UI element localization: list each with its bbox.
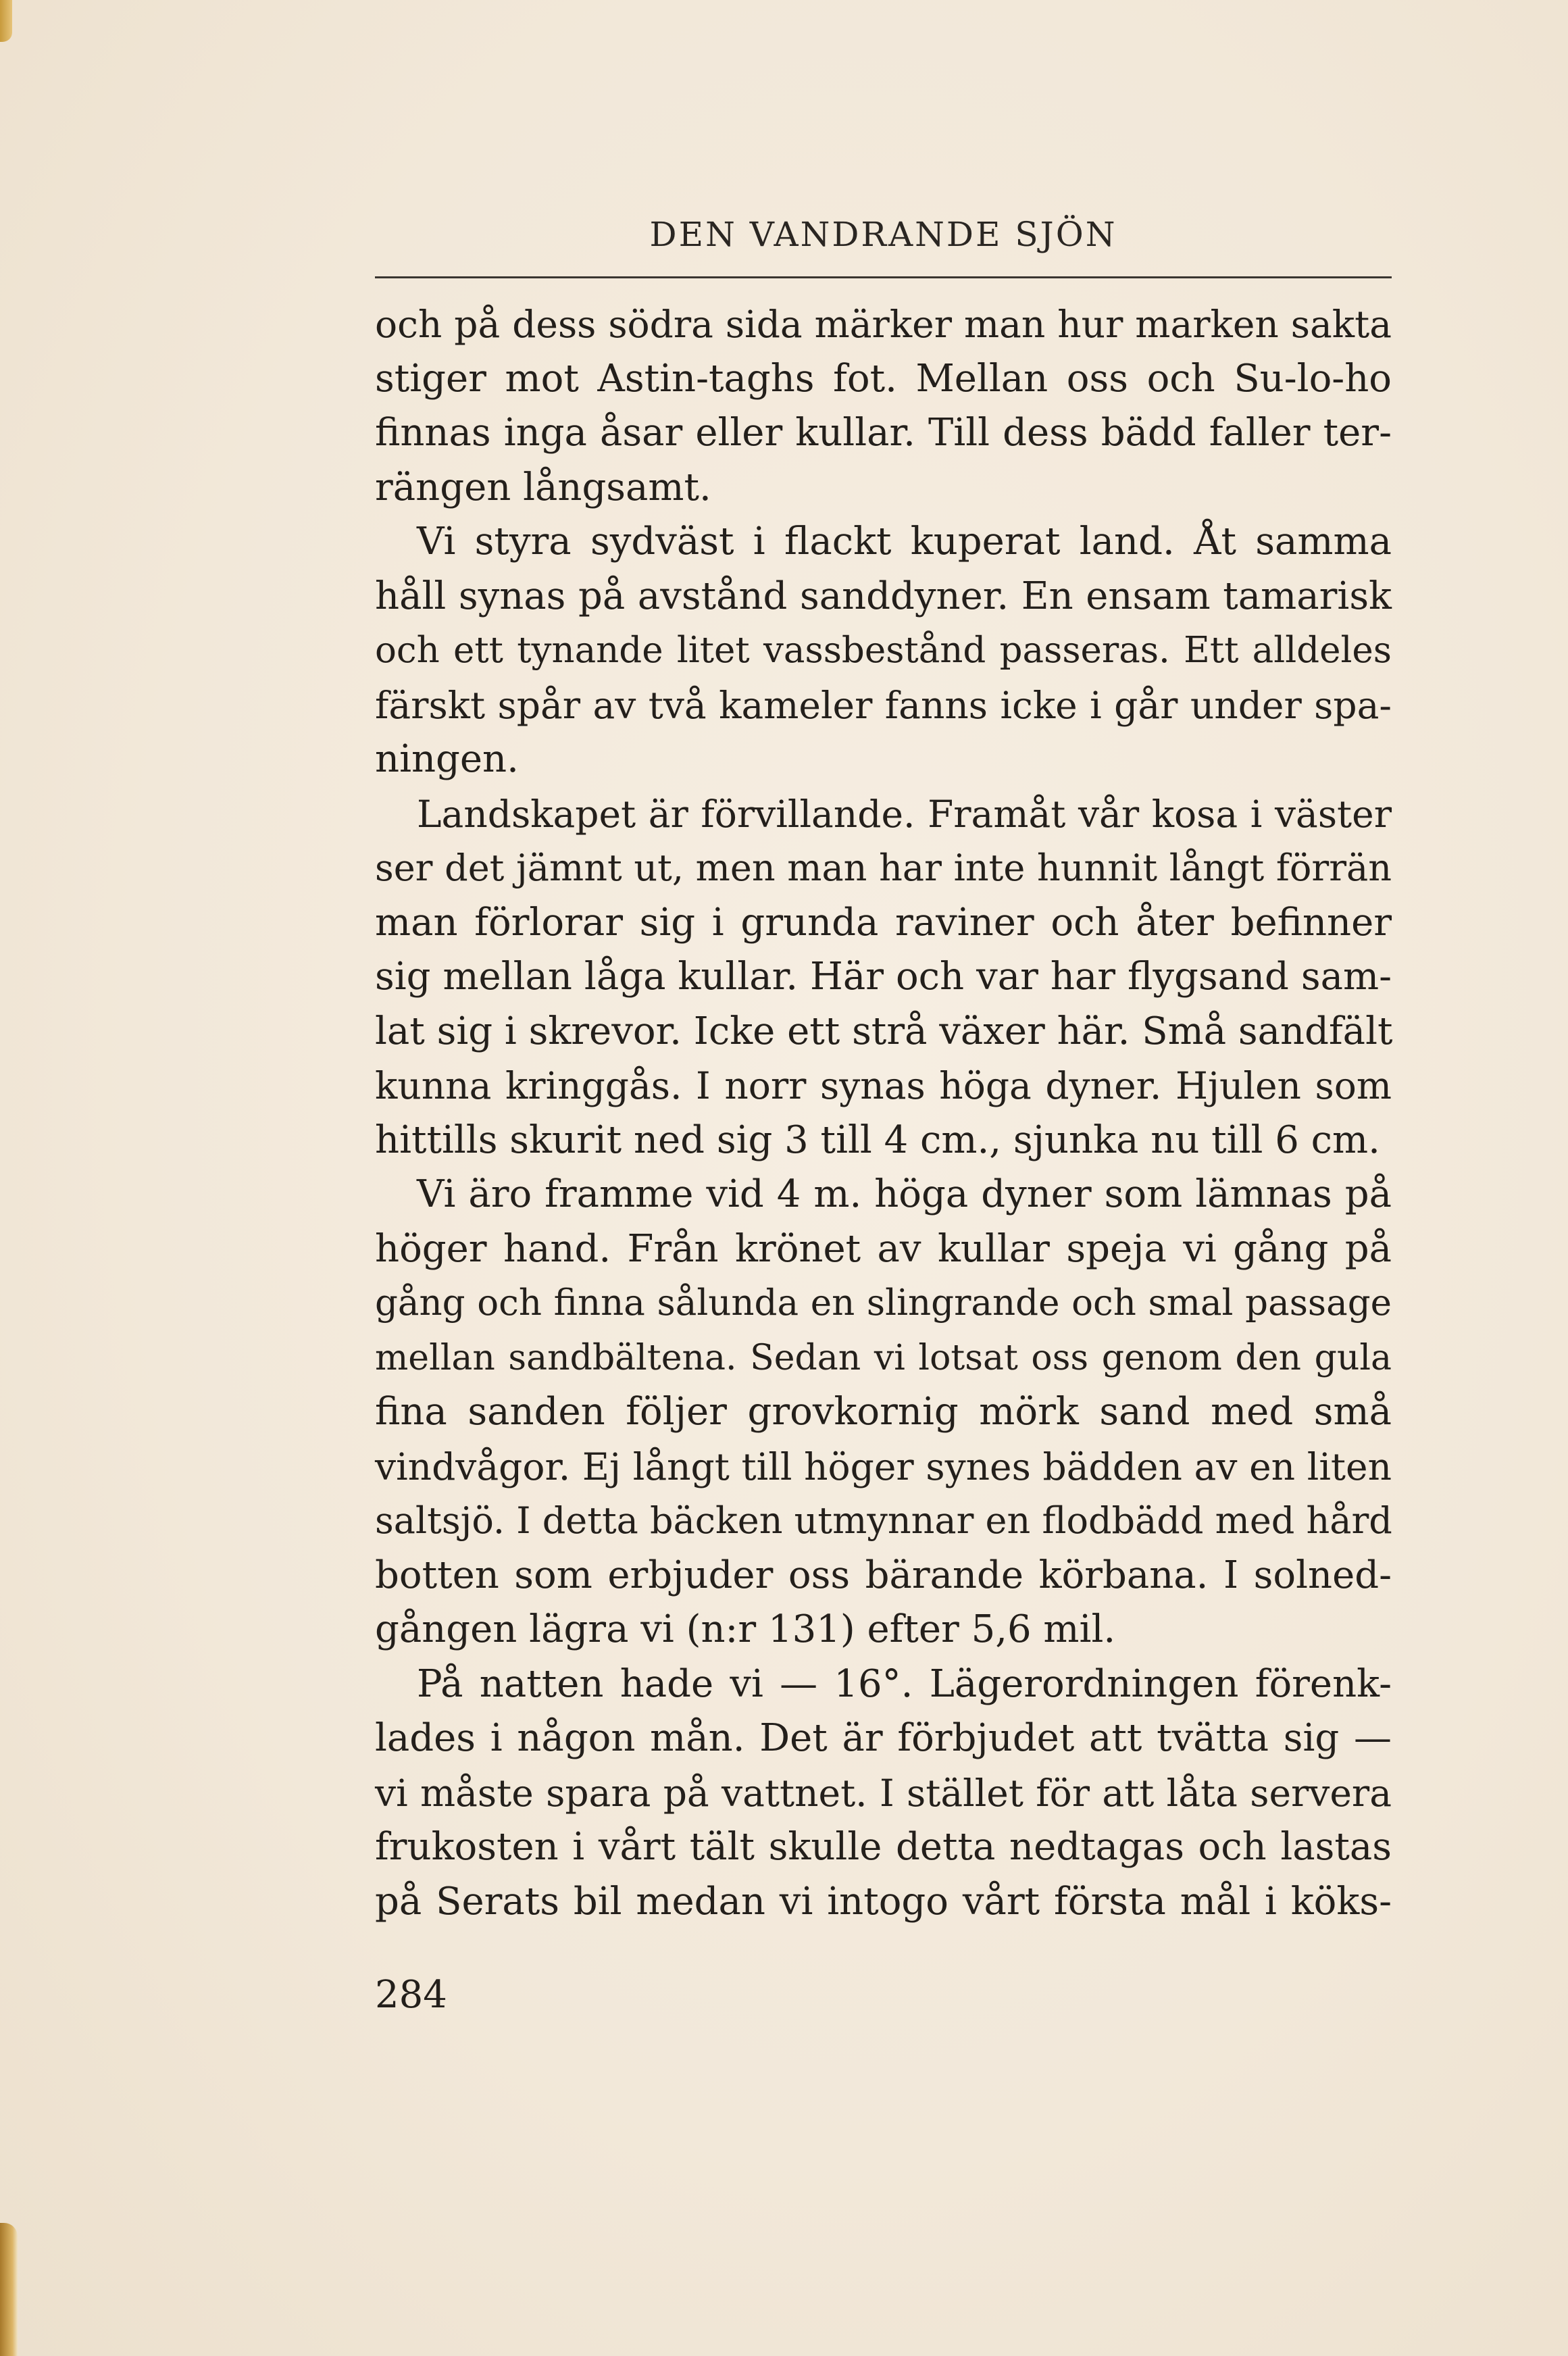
text-line: På natten hade vi — 16°. Lägerordningen förenk- <box>417 1661 1392 1706</box>
header-rule <box>375 276 1392 278</box>
text-line: sig mellan låga kullar. Här och var har flygsand sam- <box>375 955 1392 999</box>
text-line: lades i någon mån. Det är förbjudet att tvätta sig — <box>375 1716 1392 1760</box>
text-line: saltsjö. I detta bäcken utmynnar en flodbädd med hård <box>375 1499 1392 1542</box>
text-line: och på dess södra sida märker man hur marken sakta <box>375 303 1392 346</box>
text-line: finnas inga åsar eller kullar. Till dess bädd faller ter- <box>375 411 1392 455</box>
text-line: Landskapet är förvillande. Framåt vår kosa i väster <box>417 792 1392 836</box>
text-line: gång och finna sålunda en slingrande och smal passage <box>375 1282 1392 1324</box>
text-line: vindvågor. Ej långt till höger synes bädden av en liten <box>375 1445 1392 1488</box>
text-line: frukosten i vårt tält skulle detta nedtagas och lastas <box>375 1825 1392 1869</box>
text-line: Vi styra sydväst i flackt kuperat land. Åt samma <box>417 520 1392 563</box>
text-line: stiger mot Astin-taghs fot. Mellan oss och Su-lo-ho <box>375 356 1392 401</box>
body-text <box>375 297 1392 1929</box>
page-edge-shadow-top <box>0 0 12 42</box>
page-number: 284 <box>375 1973 447 2017</box>
text-line: lat sig i skrevor. Icke ett strå växer här. Små sandfält <box>375 1009 1393 1053</box>
text-line: fina sanden följer grovkornig mörk sand med små <box>375 1390 1392 1434</box>
text-line: rängen långsamt. <box>375 465 711 509</box>
text-line: höger hand. Från krönet av kullar speja vi gång på <box>375 1226 1392 1271</box>
text-line: vi måste spara på vattnet. I stället för att låta servera <box>375 1771 1392 1815</box>
text-line: kunna kringgås. I norr synas höga dyner. Hjulen som <box>375 1064 1392 1107</box>
text-line: ser det jämnt ut, men man har inte hunnit långt förrän <box>375 847 1392 889</box>
text-line: botten som erbjuder oss bärande körbana. I solned- <box>375 1553 1392 1597</box>
running-title: DEN VANDRANDE SJÖN <box>649 215 1117 254</box>
text-line: man förlorar sig i grunda raviner och åter befinner <box>375 900 1392 945</box>
page-edge-shadow-bottom <box>0 2223 18 2356</box>
text-line: gången lägra vi (n:r 131) efter 5,6 mil. <box>375 1607 1116 1651</box>
text-line: mellan sandbältena. Sedan vi lotsat oss genom den gula <box>375 1337 1392 1378</box>
text-line: hittills skurit ned sig 3 till 4 cm., sjunka nu till 6 cm. <box>375 1118 1380 1162</box>
text-line: på Serats bil medan vi intogo vårt första mål i köks- <box>375 1879 1392 1924</box>
text-line: och ett tynande litet vassbestånd passeras. Ett alldeles <box>375 630 1392 671</box>
text-line: färskt spår av två kameler fanns icke i går under spa- <box>375 683 1392 727</box>
text-line: Vi äro framme vid 4 m. höga dyner som lämnas på <box>417 1172 1392 1216</box>
text-line: håll synas på avstånd sanddyner. En ensam tamarisk <box>375 574 1392 618</box>
text-line: ningen. <box>375 737 519 781</box>
